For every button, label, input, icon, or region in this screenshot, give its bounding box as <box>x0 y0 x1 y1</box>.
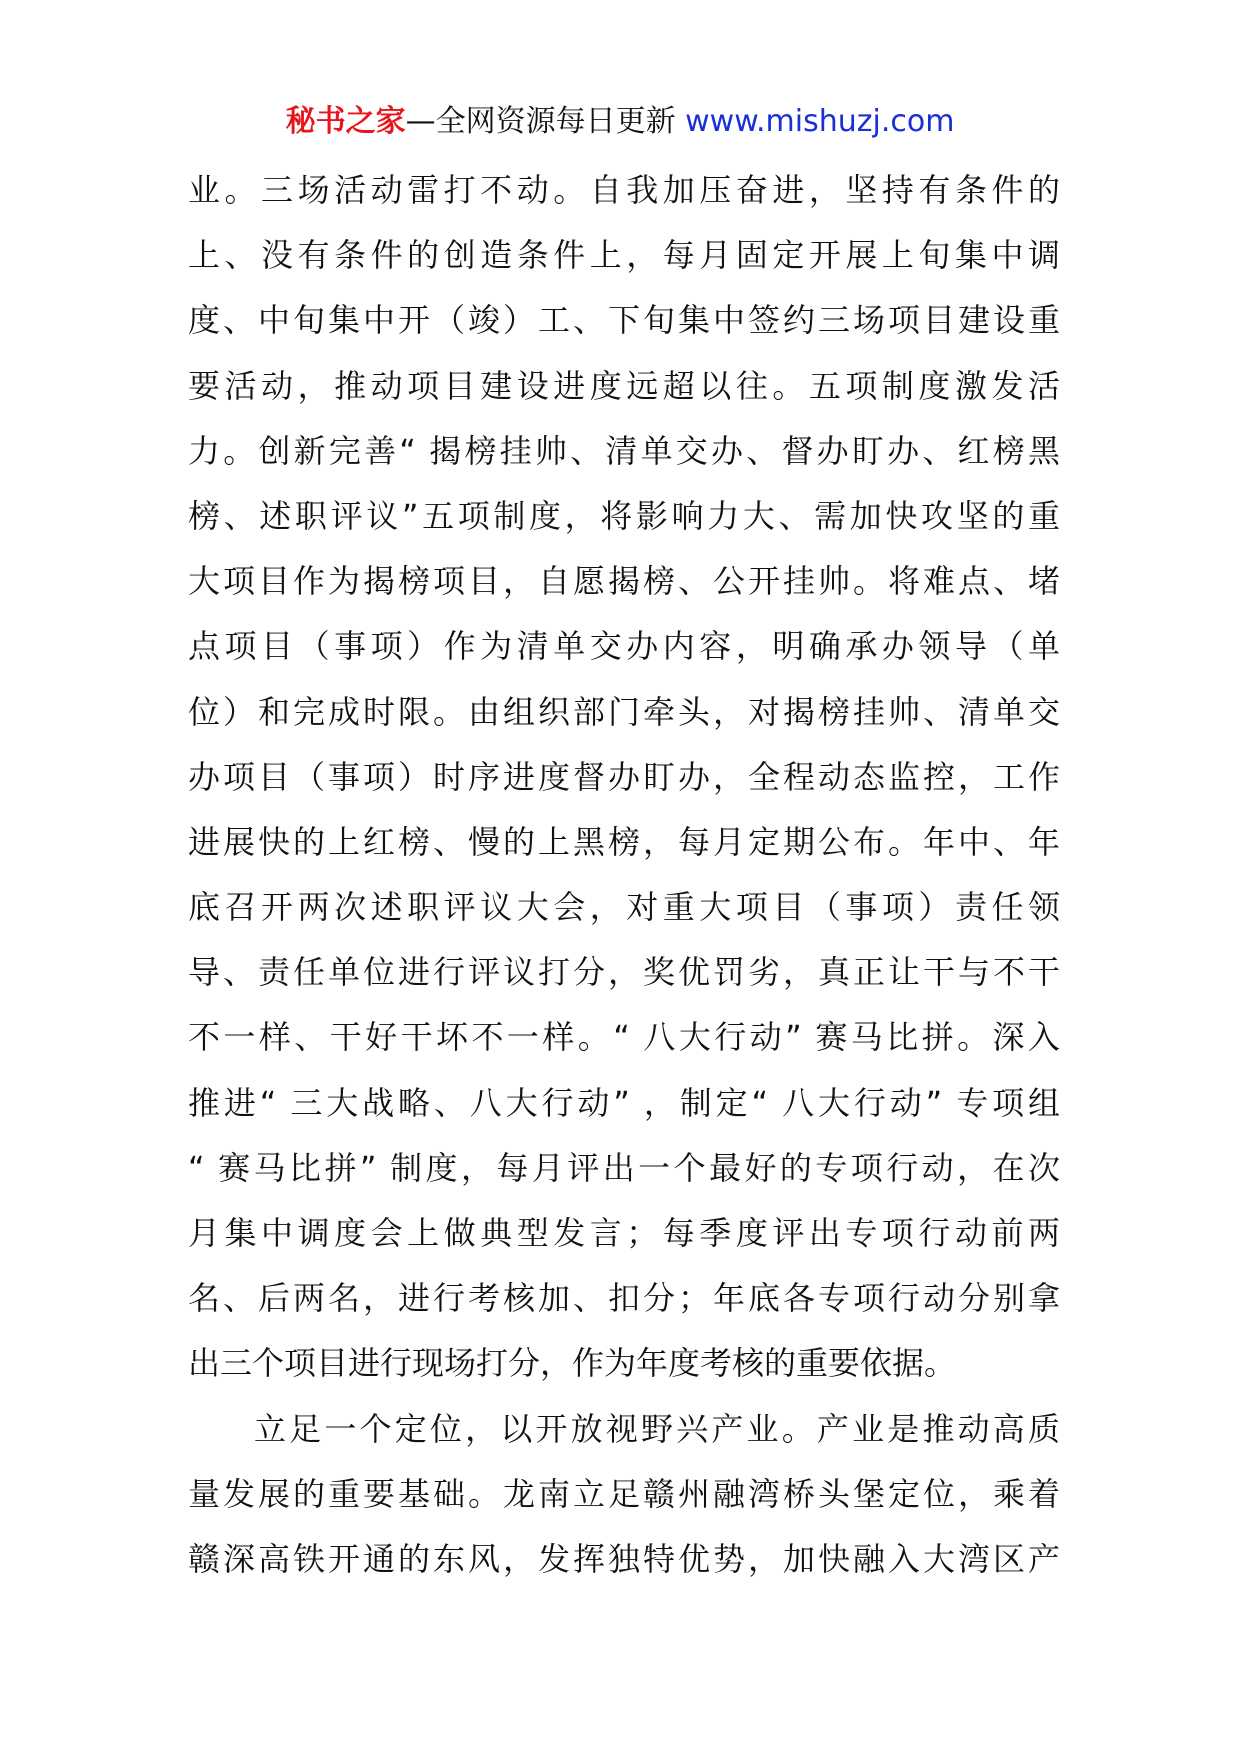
paragraph-first-line: 立足一个定位，以开放视野兴产业。产业是推动高质 <box>254 1409 1060 1448</box>
text-line: 度、中旬集中开（竣）工、下旬集中签约三场项目建设重 <box>188 301 1060 340</box>
text-line: 名、后两名，进行考核加、扣分；年底各专项行动分别拿 <box>188 1279 1060 1318</box>
site-url-link[interactable]: www.mishuzj.com <box>685 104 955 139</box>
text-line: 赣深高铁开通的东风，发挥独特优势，加快融入大湾区产 <box>188 1539 1060 1578</box>
text-line: 出三个项目进行现场打分，作为年度考核的重要依据。 <box>188 1344 957 1383</box>
text-line: 底召开两次述职评议大会，对重大项目（事项）责任领 <box>188 888 1060 927</box>
text-line: 要活动，推动项目建设进度远超以往。五项制度激发活 <box>188 366 1060 405</box>
text-line: 不一样、干好干坏不一样。“ 八大行动” 赛马比拼。深入 <box>188 1018 1060 1057</box>
site-tagline: —全网资源每日更新 <box>405 104 686 139</box>
text-line: 办项目（事项）时序进度督办盯办，全程动态监控，工作 <box>188 757 1060 796</box>
text-line: 点项目（事项）作为清单交办内容，明确承办领导（单 <box>188 627 1060 666</box>
text-line: 业。三场活动雷打不动。自我加压奋进，坚持有条件的 <box>188 171 1060 209</box>
text-line: 进展快的上红榜、慢的上黑榜，每月定期公布。年中、年 <box>188 822 1060 861</box>
site-header <box>0 100 1240 144</box>
text-line: “ 赛马比拼” 制度，每月评出一个最好的专项行动，在次 <box>188 1148 1060 1187</box>
document-body <box>188 158 1060 1592</box>
text-line: 量发展的重要基础。龙南立足赣州融湾桥头堡定位，乘着 <box>188 1474 1060 1513</box>
text-line: 位）和完成时限。由组织部门牵头，对揭榜挂帅、清单交 <box>188 692 1060 731</box>
text-line: 榜、述职评议”五项制度，将影响力大、需加快攻坚的重 <box>188 496 1060 535</box>
text-line: 导、责任单位进行评议打分，奖优罚劣，真正让干与不干 <box>188 953 1060 992</box>
text-line: 上、没有条件的创造条件上，每月固定开展上旬集中调 <box>188 236 1060 275</box>
text-line: 推进“ 三大战略、八大行动” ，制定“ 八大行动” 专项组 <box>188 1083 1060 1122</box>
text-line: 力。创新完善“ 揭榜挂帅、清单交办、督办盯办、红榜黑 <box>188 431 1060 470</box>
site-brand: 秘书之家 <box>285 104 406 139</box>
text-line: 大项目作为揭榜项目，自愿揭榜、公开挂帅。将难点、堵 <box>188 562 1060 601</box>
text-line: 月集中调度会上做典型发言；每季度评出专项行动前两 <box>188 1214 1060 1252</box>
